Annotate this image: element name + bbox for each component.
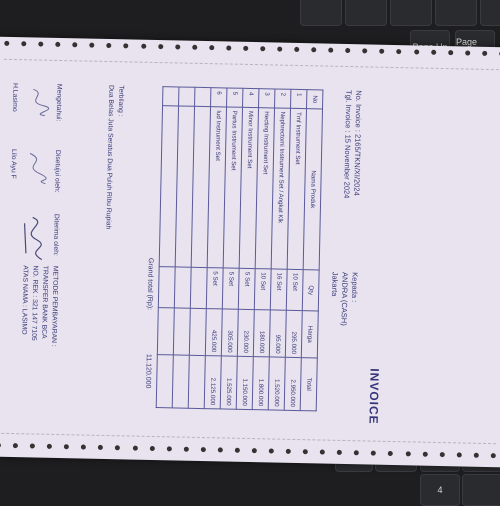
keyboard-key: [390, 0, 432, 26]
terbilang-label: Terbilang :: [116, 85, 125, 117]
row-price: 425.000: [205, 309, 222, 356]
account-number: NO. REK : 321 147 7105: [30, 265, 39, 341]
invoice-paper: [0, 36, 500, 468]
col-header-price: Harga: [301, 311, 318, 358]
row-price: 180.000: [253, 310, 270, 357]
customer-city: Jakarta: [330, 271, 340, 297]
customer-block: [328, 272, 359, 326]
keyboard-key: [462, 474, 500, 506]
col-header-no: No: [307, 90, 323, 109]
sig-approved-label: Disetujui oleh:: [53, 149, 62, 193]
invoice-document: [0, 67, 394, 437]
signature-known: [9, 83, 64, 122]
keyboard-key: [480, 0, 500, 26]
perforation-line: [0, 433, 496, 445]
payment-info: [18, 265, 60, 347]
keyboard-key: [435, 0, 477, 26]
row-no: 5: [227, 88, 243, 107]
row-price: 295.000: [285, 310, 302, 357]
account-name: ATAS NAMA : LASIMO: [20, 265, 29, 335]
invoice-header: [341, 90, 363, 199]
row-total: 1.800.000: [252, 357, 269, 410]
row-price: 305.000: [221, 309, 238, 356]
row-total: 2.950.000: [284, 357, 301, 410]
col-header-qty: Qty: [302, 270, 319, 311]
customer-label: Kepada :: [349, 272, 360, 303]
row-qty: 10 Set: [286, 269, 303, 310]
row-no: 6: [211, 88, 227, 107]
row-product: Minor Instrument Set: [239, 107, 258, 268]
keyboard-key-page-down: Page: [455, 30, 495, 64]
row-total: 2.125.000: [204, 356, 221, 409]
row-no: 4: [243, 88, 259, 107]
amount-in-words: [102, 85, 125, 230]
payment-method: TRANSFER BANK BCA: [40, 265, 49, 339]
items-table: [156, 86, 324, 411]
col-header-total: Total: [300, 358, 317, 411]
row-product: Hecting Instrument Set: [255, 108, 274, 269]
row-qty: 5 Set: [222, 268, 239, 309]
row-total: 1.520.000: [268, 357, 285, 410]
row-qty: 10 Set: [254, 269, 271, 310]
row-product: Tmf Instrument Set: [287, 108, 306, 269]
invoice-number: No. Invoice : 2165/TKN/XI/2024: [352, 90, 364, 196]
customer-name: ANDRA (CASH): [339, 271, 350, 326]
row-no: 2: [275, 89, 291, 108]
terbilang-text: Dua Belas Juta Seratus Dua Puluh Ribu Rupiah: [104, 84, 115, 230]
signature-block: [0, 83, 63, 414]
keyboard-key-4: 4: [420, 474, 460, 506]
row-price: 95.000: [269, 310, 286, 357]
grand-total-value: 11.120.000: [144, 353, 152, 389]
signature-scribble: [17, 149, 52, 192]
sig-known-label: Mengetahui:: [54, 83, 63, 122]
row-product: Iud Instrument Set: [207, 107, 226, 268]
payment-method-label: METODE PEMBAYARAN :: [49, 265, 59, 347]
sig-known-name: H.Lasimo: [10, 82, 19, 112]
row-qty: 5 Set: [206, 268, 223, 309]
keyboard-key: [345, 0, 387, 26]
signature-approved: [7, 149, 62, 193]
row-product: Nephrectomi Instrument Set / Angkat Klk: [271, 108, 290, 269]
row-no: 3: [259, 89, 275, 108]
signature-scribble: [16, 213, 51, 264]
sig-approved-name: Lilo Ayu F: [9, 148, 18, 179]
row-total: 1.150.000: [236, 356, 253, 409]
row-product: Partus Instrument Set: [223, 107, 242, 268]
grand-total-label: Grand total (Rp):: [145, 257, 154, 311]
signature-received: [16, 213, 61, 264]
row-price: 230.000: [237, 309, 254, 356]
row-qty: 5 Set: [238, 268, 255, 309]
invoice-title: INVOICE: [366, 368, 382, 425]
row-no: 1: [291, 89, 307, 108]
signature-scribble: [19, 83, 54, 121]
row-total: 1.525.000: [220, 356, 237, 409]
col-header-product: Nama Produk: [303, 109, 322, 270]
keyboard-key: [300, 0, 342, 26]
row-qty: 16 Set: [270, 269, 287, 310]
invoice-date: Tgl. Invoice : 15 November 2024: [342, 89, 354, 199]
sig-received-label: Diterima oleh:: [51, 213, 60, 256]
